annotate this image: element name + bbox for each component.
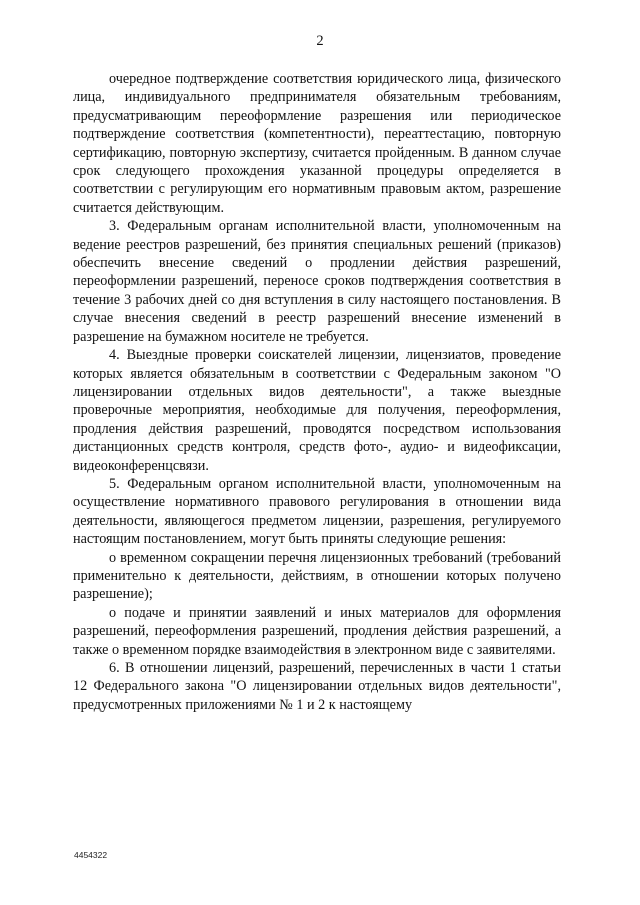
paragraph-item-5: 5. Федеральным органом исполнительной власти, уполномоченным на осуществление нормативного правового регулирования в отношении вида деятельности, являющегося предметом лицензии, разрешения, регулируемого настоящим постановлением, могут быть приняты следующие решения: bbox=[73, 475, 561, 548]
paragraph-continuation: очередное подтверждение соответствия юридического лица, физического лица, индивидуального предпринимателя обязательным требованиям, предусматривающим переоформление разрешения или периодическое подтверждение соответствия (компетентности), переаттестацию, повторную сертификацию, повторную экспертизу, считается пройденным. В данном случае срок следующего прохождения указанной процедуры определяется в соответствии с регулирующим его нормативным правовым актом, разрешение считается действующим. bbox=[73, 71, 561, 216]
document-id: 4454322 bbox=[74, 850, 108, 860]
paragraph-item-6: 6. В отношении лицензий, разрешений, перечисленных в части 1 статьи 12 Федерального закона "О лицензировании отдельных видов деятельности", предусмотренных приложениями № 1 и 2 к настоящему bbox=[73, 660, 561, 713]
document-body bbox=[73, 70, 561, 714]
paragraph-sub-item-1: о временном сокращении перечня лицензионных требований (требований применительно к деятельности, действиям, в отношении которых получено разрешение); bbox=[73, 549, 561, 603]
page-number: 2 bbox=[316, 33, 324, 49]
paragraph-sub-item-2: о подаче и принятии заявлений и иных материалов для оформления разрешений, переоформления разрешений, продления действия разрешений, а также о временном порядке взаимодействия в электронном виде с заявителями. bbox=[73, 604, 561, 658]
paragraph-item-3: 3. Федеральным органам исполнительной власти, уполномоченным на ведение реестров разрешений, без принятия специальных решений (приказов) обеспечить внесение сведений о продлении действия разрешений, переоформлении разрешений, переносе сроков подтверждения соответствия в течение 3 рабочих дней со дня вступления в силу настоящего постановления. В случае внесения сведений в реестр разрешений внесение изменений в разрешение на бумажном носителе не требуется. bbox=[73, 218, 561, 345]
paragraph-item-4: 4. Выездные проверки соискателей лицензии, лицензиатов, проведение которых является обязательным в соответствии с Федеральным законом "О лицензировании отдельных видов деятельности", а также выездные проверочные мероприятия, необходимые для получения, переоформления, продления действия разрешений, проводятся посредством использования дистанционных средств контроля, средств фото-, аудио- и видеофиксации, видеоконференцсвязи. bbox=[73, 347, 561, 474]
